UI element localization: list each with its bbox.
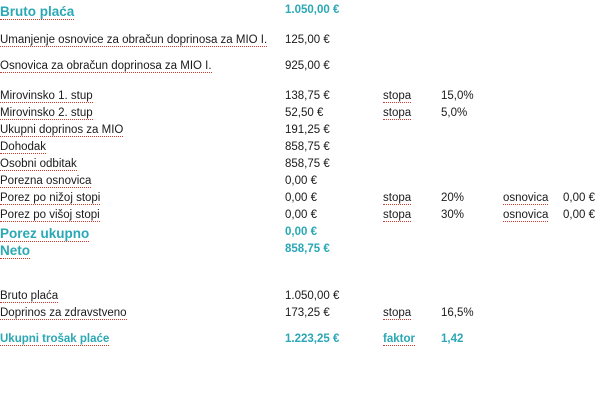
row-rate-label: stopa	[383, 209, 412, 221]
row-base-label	[503, 226, 563, 243]
row-base-value	[563, 34, 600, 47]
row-rate-value	[441, 243, 503, 260]
table-row	[0, 175, 600, 192]
table-row	[0, 107, 600, 124]
row-base-value	[563, 175, 600, 192]
row-base-label: osnovica	[503, 192, 549, 204]
row-label: Mirovinsko 2. stup	[0, 107, 93, 119]
row-value: 1.050,00 €	[285, 4, 340, 16]
row-rate-label	[383, 4, 441, 21]
row-value: 1.050,00 €	[285, 290, 340, 302]
table-row	[0, 307, 600, 324]
row-value: 858,75 €	[285, 141, 330, 153]
row-value: 0,00 €	[285, 175, 317, 187]
spacer	[0, 21, 600, 34]
row-base-label	[503, 243, 563, 260]
spacer	[0, 47, 600, 60]
row-rate-value: 5,0%	[441, 107, 468, 119]
row-rate-label	[383, 124, 441, 141]
row-rate-label: stopa	[383, 307, 412, 319]
row-label: Umanjenje osnovice za obračun doprinosa za MIO I.	[0, 34, 268, 46]
table-row	[0, 209, 600, 226]
row-value: 138,75 €	[285, 90, 330, 102]
spacer	[0, 77, 600, 90]
payroll-table-top	[0, 4, 600, 260]
row-rate-value	[441, 4, 503, 21]
row-base-label	[503, 34, 563, 47]
row-value: 173,25 €	[285, 307, 330, 319]
row-value: 191,25 €	[285, 124, 330, 136]
row-base-label: osnovica	[503, 209, 549, 221]
row-base-value	[563, 226, 600, 243]
row-rate-label	[383, 34, 441, 47]
row-base-label	[503, 107, 563, 124]
row-base-label	[503, 158, 563, 175]
row-base-value: 0,00 €	[563, 209, 595, 221]
row-rate-label	[383, 175, 441, 192]
row-rate-label	[383, 141, 441, 158]
row-base-value: 0,00 €	[563, 192, 595, 204]
table-row	[0, 124, 600, 141]
spacer	[0, 324, 600, 333]
table-row	[0, 192, 600, 209]
table-row	[0, 226, 600, 243]
table-row	[0, 333, 600, 350]
row-value: 0,00 €	[285, 209, 317, 221]
row-base-label	[503, 4, 563, 21]
row-rate-label	[383, 60, 441, 77]
table-row	[0, 4, 600, 21]
row-base-value	[563, 158, 600, 175]
row-rate-label	[383, 290, 441, 307]
table-row	[0, 158, 600, 175]
row-rate-value	[441, 124, 503, 141]
table-row	[0, 243, 600, 260]
row-base-value	[563, 90, 600, 107]
row-label: Dohodak	[0, 141, 47, 153]
table-row	[0, 90, 600, 107]
row-label: Doprinos za zdravstveno	[0, 307, 127, 319]
row-rate-value: 30%	[441, 209, 465, 221]
row-rate-label: stopa	[383, 107, 412, 119]
row-base-label	[503, 175, 563, 192]
row-value: 1.223,25 €	[285, 333, 340, 345]
row-base-value	[563, 60, 600, 77]
row-rate-label	[383, 158, 441, 175]
row-rate-value: 15,0%	[441, 90, 474, 102]
row-label: Mirovinsko 1. stup	[0, 90, 93, 102]
table-row	[0, 34, 600, 47]
row-value: 52,50 €	[285, 107, 324, 119]
row-label: Osobni odbitak	[0, 158, 77, 170]
row-base-value	[563, 243, 600, 260]
table-row	[0, 290, 600, 307]
row-rate-label	[383, 243, 441, 260]
row-base-label	[503, 124, 563, 141]
row-base-label	[503, 141, 563, 158]
row-value: 925,00 €	[285, 60, 330, 72]
row-label: Bruto plaća	[0, 4, 75, 19]
row-rate-value: 20%	[441, 192, 465, 204]
row-rate-label: faktor	[383, 333, 415, 345]
row-label: Bruto plaća	[0, 290, 59, 302]
row-label: Neto	[0, 243, 30, 258]
table-row	[0, 141, 600, 158]
row-base-value	[563, 124, 600, 141]
table-row	[0, 60, 600, 77]
row-rate-label: stopa	[383, 90, 412, 102]
row-label: Ukupni doprinos za MIO	[0, 124, 124, 136]
row-rate-value	[441, 34, 503, 47]
row-rate-value	[441, 158, 503, 175]
payroll-table-bottom	[0, 290, 600, 350]
row-label: Porezna osnovica	[0, 175, 92, 187]
payroll-calculation-sheet	[0, 4, 600, 413]
row-rate-label: stopa	[383, 192, 412, 204]
row-base-value	[563, 107, 600, 124]
row-label: Porez po nižoj stopi	[0, 192, 101, 204]
row-rate-value: 1,42	[441, 333, 464, 345]
row-base-value	[563, 141, 600, 158]
row-label: Osnovica za obračun doprinosa za MIO I.	[0, 60, 212, 72]
row-value: 858,75 €	[285, 158, 330, 170]
row-rate-value	[441, 226, 503, 243]
row-label: Porez po višoj stopi	[0, 209, 100, 221]
row-value: 0,00 €	[285, 192, 317, 204]
row-label: Ukupni trošak plaće	[0, 333, 110, 345]
row-base-value	[563, 4, 600, 21]
row-rate-value: 16,5%	[441, 307, 474, 319]
row-label: Porez ukupno	[0, 226, 90, 241]
row-base-label	[503, 60, 563, 77]
row-value: 125,00 €	[285, 34, 330, 46]
row-rate-value	[441, 60, 503, 77]
row-rate-value	[441, 175, 503, 192]
row-value: 0,00 €	[285, 226, 317, 238]
row-rate-label	[383, 226, 441, 243]
row-base-label	[503, 90, 563, 107]
row-rate-value	[441, 141, 503, 158]
row-rate-value	[441, 290, 503, 307]
row-value: 858,75 €	[285, 243, 330, 255]
section-gap	[0, 260, 600, 286]
